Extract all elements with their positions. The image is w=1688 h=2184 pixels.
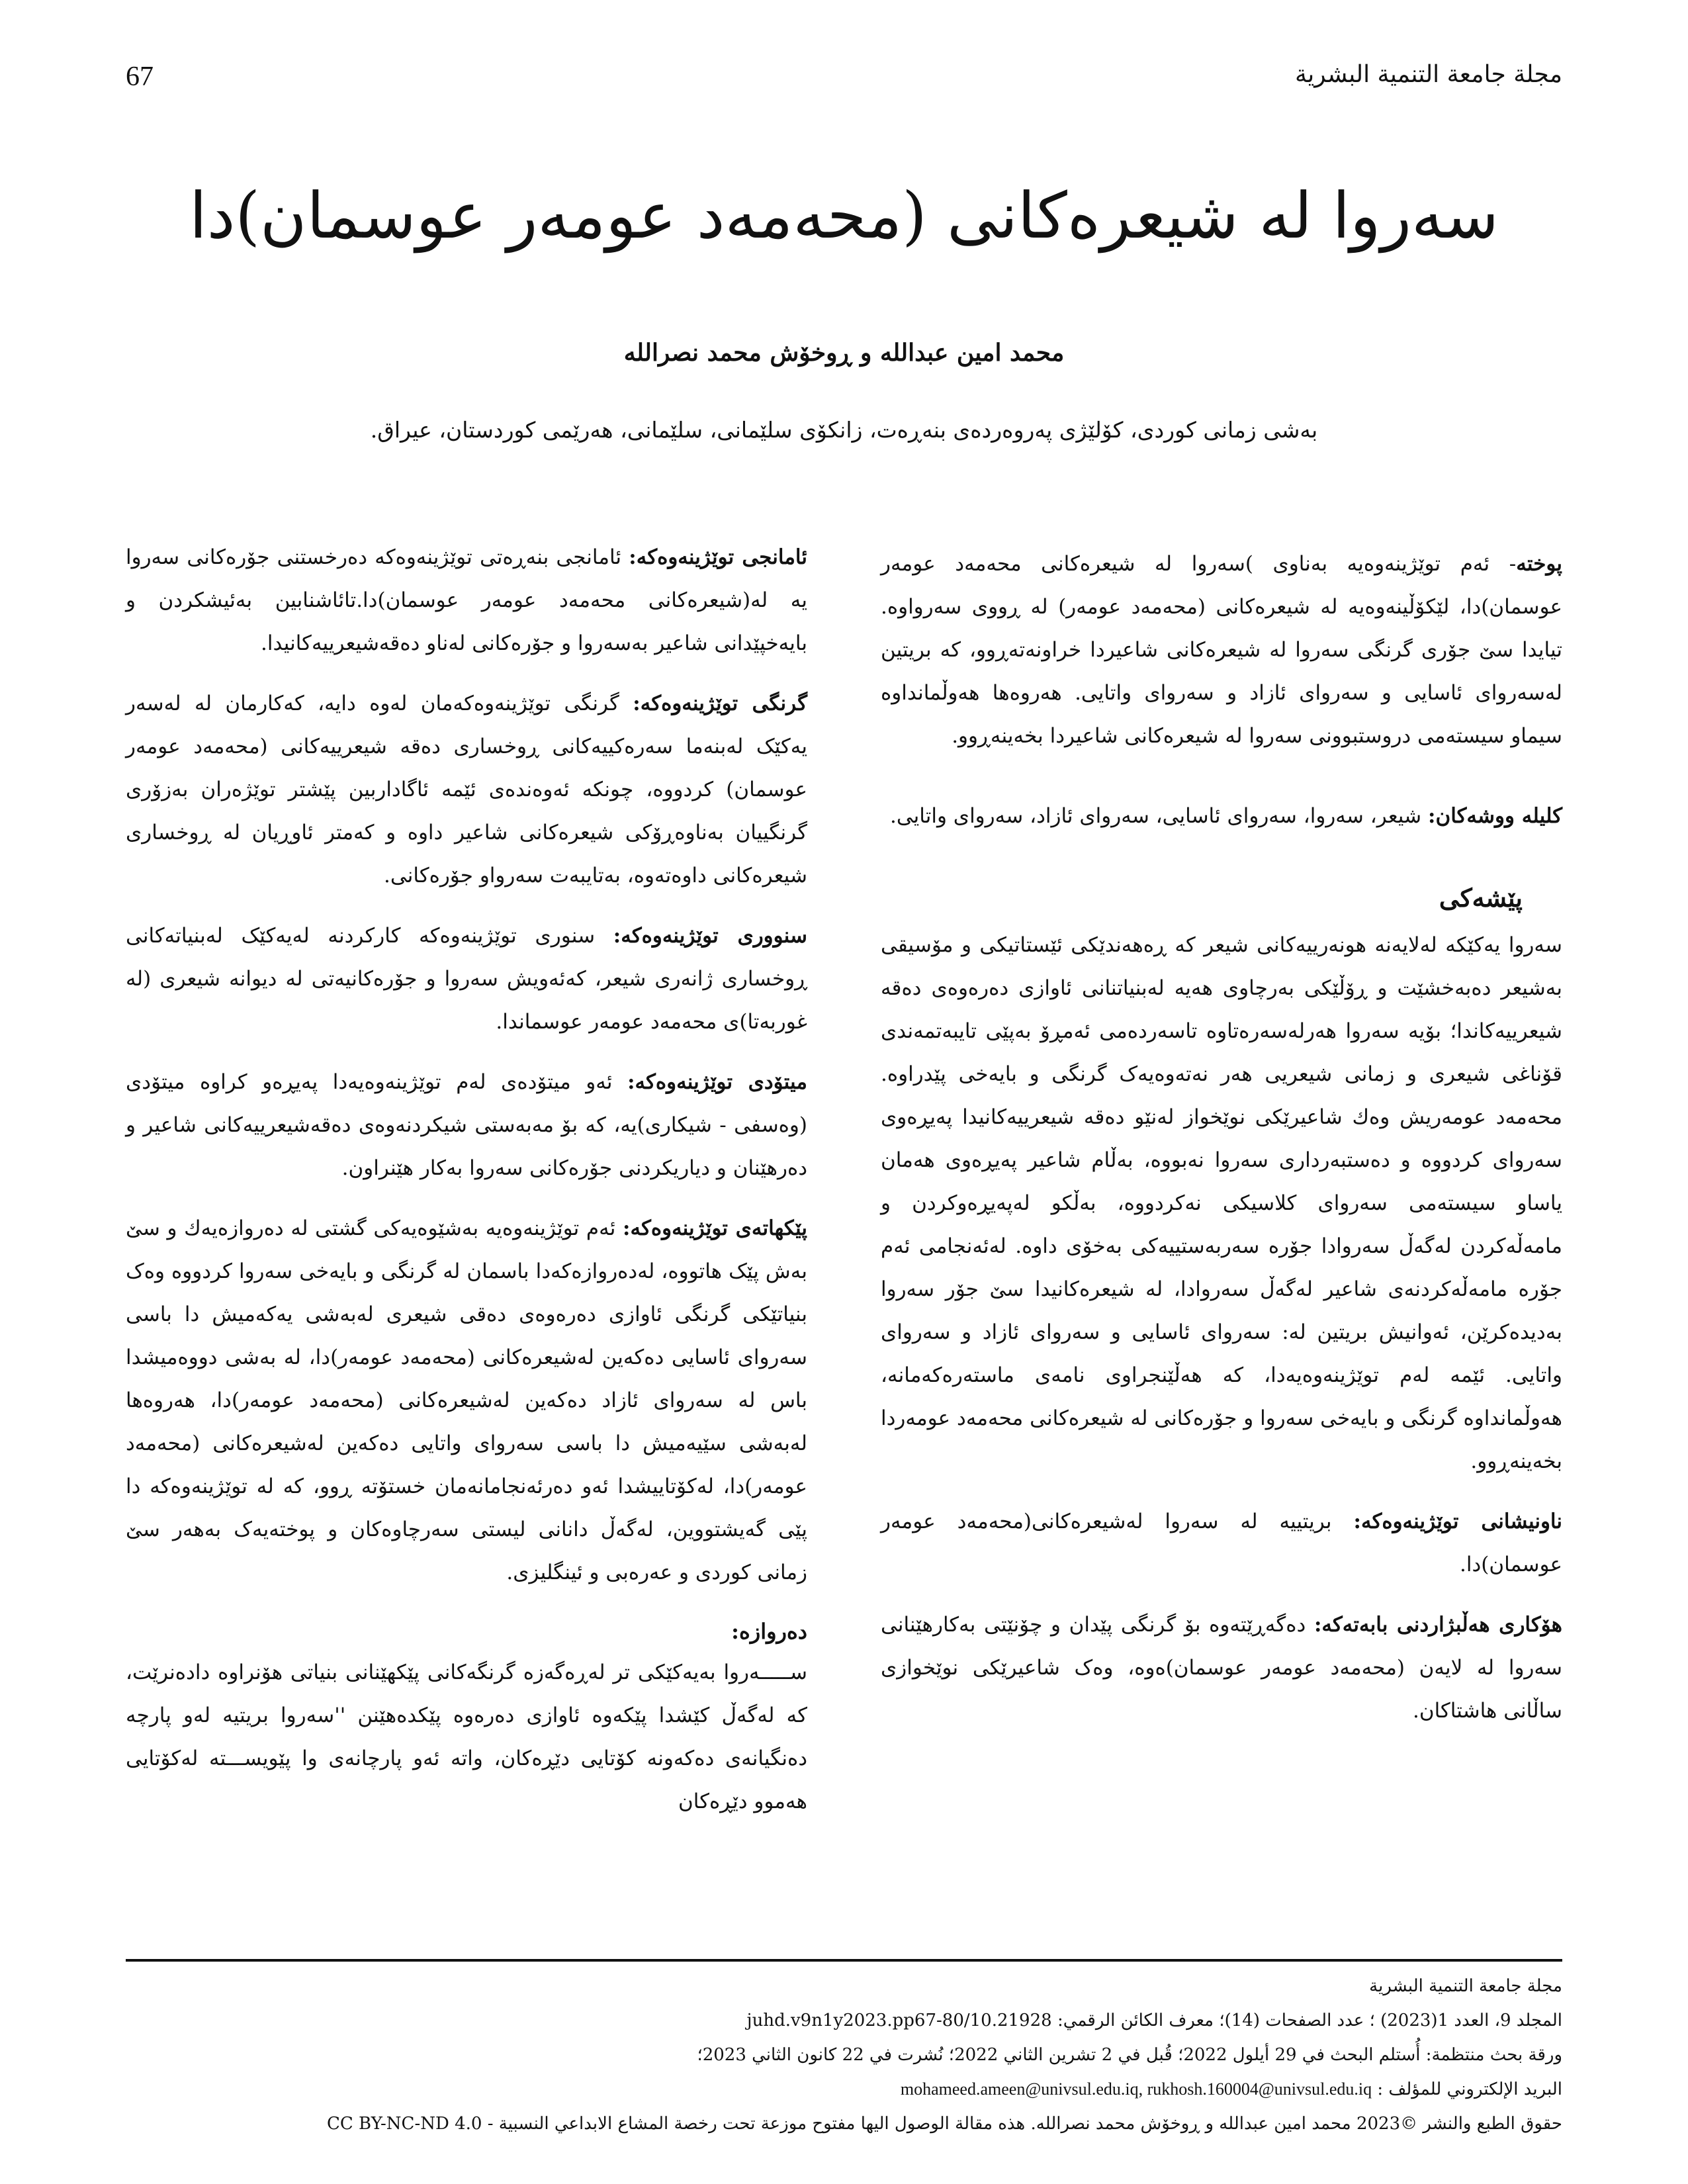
footer-journal: مجلة جامعة التنمية البشرية xyxy=(1369,1976,1562,1996)
footer-copyright: حقوق الطبع والنشر ©2023 محمد امين عبدالله و ڕوخۆش محمد نصرالله. هذه مقالة الوصول اليها مفتوح موزعة تحت رخصة المشاع الابداعي النسبية - CC BY-NC-ND 4.0 xyxy=(327,2114,1562,2134)
keywords-text: شیعر، سەروا، سەروای ئاسایی، سەروای ئازاد، سەروای واتایی. xyxy=(889,804,1422,828)
intro-text: سەروا یەکێکە لەلایەنە هونەرییەکانی شیعر کە ڕەهەندێکی ئێستاتیکی و مۆسیقی بەشیعر دەبەخشێت و ڕۆڵێکی بەرچاوی هەیە لەبنیاتنانی ئاوازی دەرەوەی دەقە شیعرییەکاندا؛ بۆیە سەروا هەرلەسەرەتاوە تاسەردەمی ئەمڕۆ بەپێی تایبەتمەندی قۆناغی شیعری و زمانی شیعریی هەر نەتەوەیەک گرنگی و بایەخی پێدراوە. محەمەد عومەریش وەك شاعیرێکی نوێخواز لەنێو دەقە شیعرییەکانیدا پەیڕەوی سەروای کردووە و دەستبەرداری سەروا نەبووە، بەڵام شاعیر پەیڕەوی هەمان یاساو سیستەمی سەروای کلاسیکی نەکردووە، بەڵکو لەپەیڕەوکردن و مامەڵەکردن لەگەڵ سەروادا جۆرە سەربەستییەکی بەخۆی داوە. لەئەنجامی ئەم جۆرە مامەڵەکردنەی شاعیر لەگەڵ سەروادا، لە شیعرەکانیدا سێ جۆر سەروا بەدیدەکرێن، ئەوانیش بریتین لە: سەروای ئاسایی و سەروای ئازاد و سەروای واتایی. ئێمە لەم توێژینەوەیەدا، کە هەڵێنجراوی نامەی ماستەرەکەمانە، هەوڵمانداوە گرنگی و بایەخی سەروا و جۆرەکانی لە شیعرەکانی محەمەد عومەردا بخەینەڕوو. xyxy=(881,933,1562,1473)
affiliation: بەشی زمانی کوردی، کۆلێژی پەروەردەی بنەڕەت، زانکۆی سلێمانی، سلێمانی، هەرێمی کوردستان، عیراق. xyxy=(370,417,1318,443)
footer-divider xyxy=(126,1959,1562,1962)
footer xyxy=(126,1969,1562,2141)
research-title-label: ناونیشانی توێژینەوەکە: xyxy=(1353,1510,1563,1533)
article-title: سەروا لە شیعرەکانی (محەمەد عومەر عوسمان)دا xyxy=(189,179,1499,253)
right-column xyxy=(881,543,1562,1750)
intro-heading: پێشەکی xyxy=(1439,883,1523,913)
research-structure xyxy=(126,1207,807,1594)
abstract-text: - ئەم توێژینەوەیە بەناوی )سەروا لە شیعرەکانی محەمەد عومەر عوسمان)دا، لێکۆڵینەوەیە لە شیعرەکانی (محەمەد عومەر) لە ڕووی سەرواوە. تیایدا سێ جۆری گرنگی سەروا لە شیعرەکانی شاعیردا خراونەتەڕوو، کە بریتین لەسەروای ئاسایی و سەروای ئازاد و سەروای واتایی. هەروەها هەوڵمانداوە سیماو سیستەمی دروستبوونی سەروا لە شیعرەکانی شاعیردا بخەینەڕوو. xyxy=(881,552,1562,748)
research-title-text: بریتییە لە سەروا لەشیعرەکانی(محەمەد عومەر عوسمان)دا. xyxy=(881,1510,1562,1576)
research-aim-text: ئامانجی بنەڕەتی توێژینەوەکە دەرخستنی جۆرەکانی سەروا یە لە(شیعرەکانی محەمەد عومەر عوسمان)دا.تائاشنابین بەئیشکردن و بایەخپێدانی شاعیر بەسەروا و جۆرەکانی لەناو دەقەشیعرییەکانیدا. xyxy=(126,545,807,655)
research-title xyxy=(881,1500,1562,1586)
research-scope-label: سنووری توێژینەوەکە: xyxy=(613,924,807,948)
research-method-text: ئەو میتۆدەی لەم توێژینەوەیەدا پەیڕەو کراوە میتۆدی (وەسفی - شیکاری)یە، کە بۆ مەبەستی شیکردنەوەی دەقەشیعرییەکانی شاعیر و دەرهێنان و دیاریکردنی جۆرەکانی سەروا بەکار هێنراون. xyxy=(126,1070,807,1180)
footer-email-label: البريد الإلكتروني للمؤلف : xyxy=(1377,2079,1562,2099)
research-scope xyxy=(126,915,807,1044)
research-method-label: میتۆدی توێژینەوەکە: xyxy=(627,1070,807,1094)
footer-email xyxy=(126,2072,1562,2107)
abstract-label: پوختە xyxy=(1516,552,1562,576)
left-column xyxy=(126,536,807,1841)
abstract xyxy=(881,543,1562,758)
keywords-label: کلیلە ووشەکان: xyxy=(1428,804,1562,828)
research-structure-label: پێکهاتەی توێژینەوەکە: xyxy=(623,1216,808,1240)
footer-dates: ورقة بحث منتظمة: أُستلم البحث في 29 أيلول 2022؛ قُبل في 2 تشرين الثاني 2022؛ نُشرت في 22 كانون الثاني 2023؛ xyxy=(697,2045,1562,2065)
authors: محمد امين عبدالله و ڕوخۆش محمد نصرالله xyxy=(623,339,1065,367)
research-aim xyxy=(126,536,807,665)
research-scope-text: سنوری توێژینەوەکە کارکردنە لەیەکێک لەبنیاتەکانی ڕوخساری ژانەری شیعر، کەئەویش سەروا و جۆرەکانیەتی لە دیوانە شیعری (لە غوربەتا)ی محەمەد عومەر عوسماندا. xyxy=(126,924,807,1034)
research-importance-label: گرنگی توێژینەوەکە: xyxy=(633,692,807,715)
keywords xyxy=(881,795,1562,838)
selection-reason-label: هۆکاری هەڵبژاردنی بابەتەکە: xyxy=(1313,1613,1562,1637)
research-aim-label: ئامانجی توێژینەوەکە: xyxy=(629,545,808,569)
footer-volume-doi: المجلد 9، العدد 1(2023) ؛ عدد الصفحات (14)؛ معرف الكائن الرقمي: 10.21928/juhd.v9n1y2023.pp67-80 xyxy=(746,2011,1562,2030)
research-method xyxy=(126,1061,807,1190)
selection-reason-text: دەگەڕێتەوە بۆ گرنگی پێدان و چۆنێتی بەکارهێنانی سەروا لە لایەن (محەمەد عومەر عوسمان)ەوە، وەک شاعیرێکی نوێخوازی ساڵانی هاشتاکان. xyxy=(881,1613,1562,1723)
gateway-heading: دەروازە: xyxy=(731,1619,807,1644)
research-structure-text: ئەم توێژینەوەیە بەشێوەیەکی گشتی لە دەروازەیەك و سێ بەش پێک هاتووە، لەدەروازەکەدا باسمان لە گرنگی و بایەخی سەروا کردووە وەک بنیاتێکی گرنگی ئاوازی دەرەوەی دەقی شیعری لەبەشی یەکەمیش دا باسی سەروای ئاسایی دەکەین لەشیعرەکانی (محەمەد عومەر)دا، لە بەشی دووەمیشدا باس لە سەروای ئازاد دەکەین لەشیعرەکانی (محەمەد عومەر)دا، هەروەها لەبەشی سێیەمیش دا باسی سەروای واتایی دەکەین لەشیعرەکانی (محەمەد عومەر)دا، لەکۆتاییشدا ئەو دەرئەنجامانەمان خستۆتە ڕوو، کە لە توێژینەوەکە دا پێی گەیشتووین، لەگەڵ دانانی لیستی سەرچاوەکان و پوختەیەک بەهەر سێ زمانی کوردی و عەرەبی و ئینگلیزی. xyxy=(126,1216,807,1584)
page-number: 67 xyxy=(126,62,154,92)
footer-email-link[interactable]: mohameed.ameen@univsul.edu.iq, rukhosh.160004@univsul.edu.iq xyxy=(900,2079,1372,2099)
research-importance-text: گرنگی توێژینەوەکەمان لەوە دایە، کەکارمان لە لەسەر یەکێک لەبنەما سەرەکییەکانی ڕوخساری دەقە شیعرییەکانی (محەمەد عومەر عوسمان) کردووە، چونکە ئەوەندەی ئێمە ئاگاداربین پێشتر توێژەران بەزۆری گرنگییان بەناوەڕۆکی شیعرەکانی شاعیر داوە و کەمتر ئاوڕیان لە ڕوخساری شیعرەکانی داوەتەوە، بەتایبەت سەرواو جۆرەکانی. xyxy=(126,692,807,887)
gateway-text: ســـــەروا بەیەکێکی تر لەڕەگەزە گرنگەکانی پێکهێنانی بنیاتی هۆنراوە دادەنرێت، کە لەگەڵ کێشدا پێکەوە ئاوازی دەرەوە پێکدەهێنن ''سەروا بریتیە لەو پارچە دەنگیانەی دەکەونە کۆتایی دێڕەکان، واتە ئەو پارچانەی وا پێویســـتە لەکۆتایی هەموو دێڕەکان xyxy=(126,1661,807,1813)
research-importance xyxy=(126,682,807,897)
journal-name: مجلة جامعة التنمية البشرية xyxy=(1294,61,1562,88)
selection-reason xyxy=(881,1604,1562,1733)
